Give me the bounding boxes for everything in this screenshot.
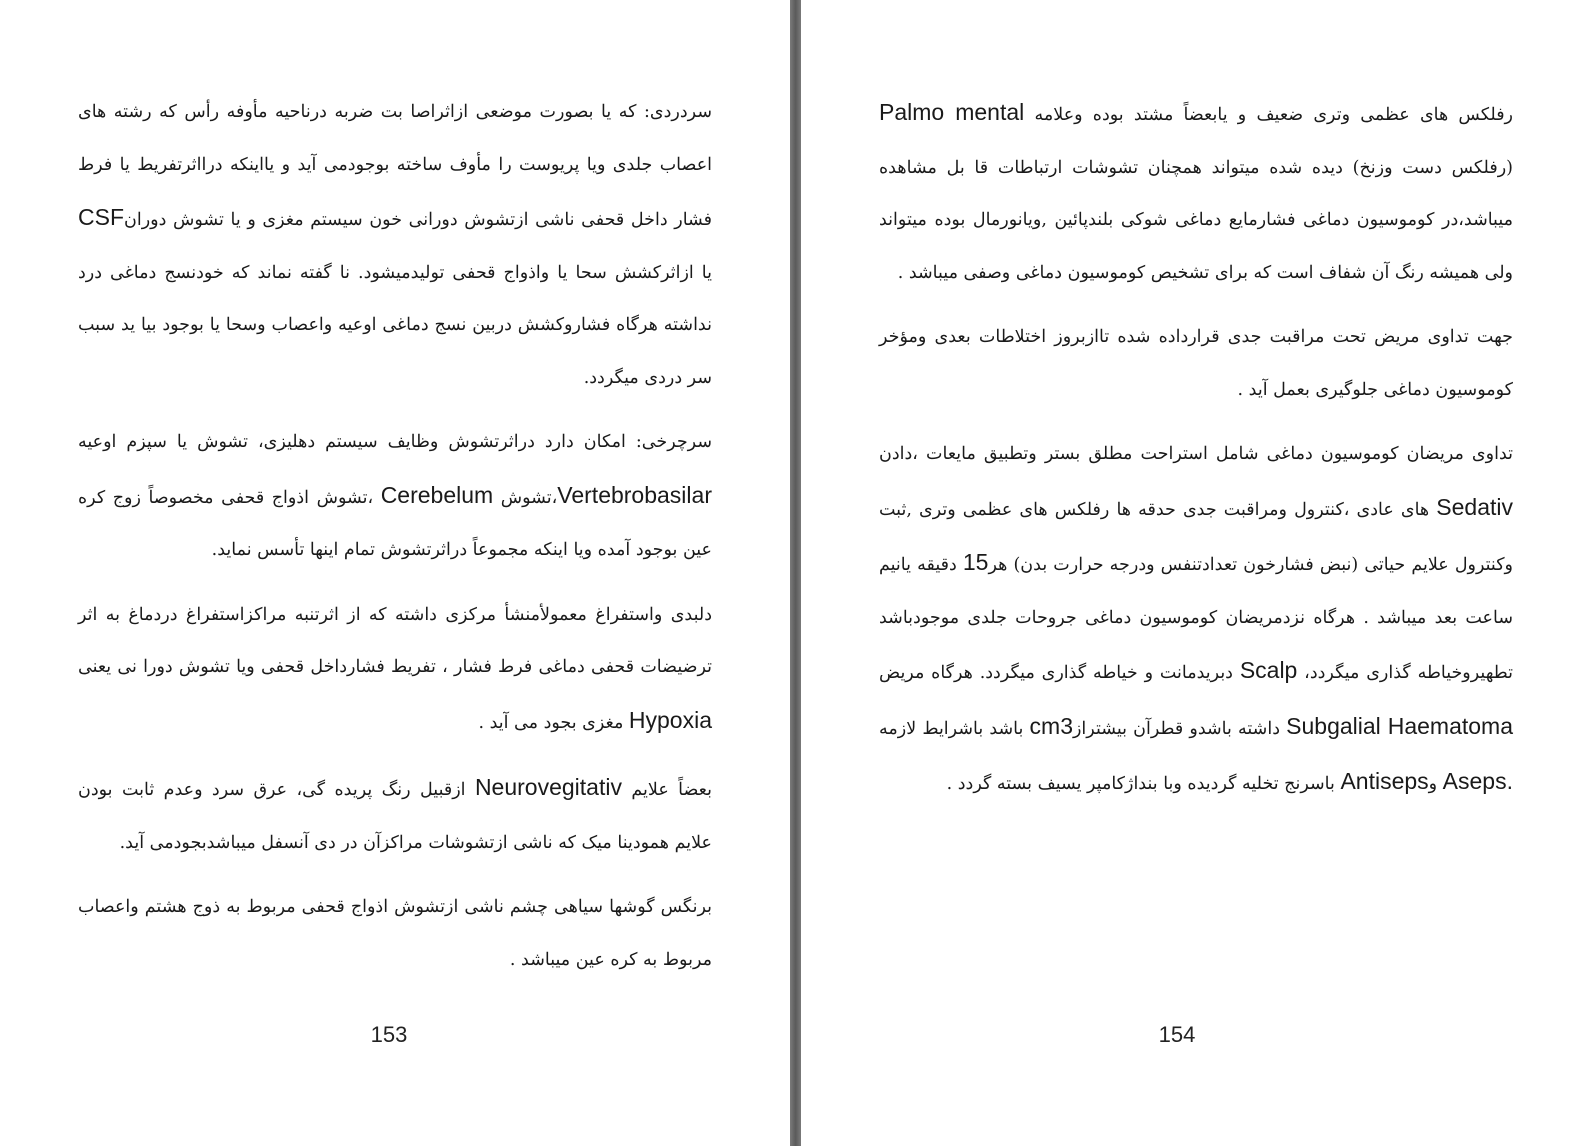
- right-page-text: [879, 86, 1513, 823]
- paragraph-vertigo: سرچرخی: امکان دارد دراثرتشوش وظایف سیستم دهلیزی، تشوش یا سپزم اوعیه Vertebrobasilar،تشوش Cerebelum ،تشوش اذواج قحفی مخصوصاً زوج کره عین بوجود آمده ویا اینکه مجموعاً دراثرتشوش تمام اینها تأسس نماید.: [78, 432, 712, 560]
- right-page: [801, 0, 1585, 1146]
- book-spine: [790, 0, 801, 1146]
- paragraph-reflexes: رفلکس های عظمی وتری ضعیف و یابعضاً مشتد بوده وعلامه Palmo mental (رفلکس دست وزنخ) دیده شده میتواند همچنان تشوشات ارتباطات قا بل مشاهده میباشد،در کوموسیون دماغی فشارمایع دماغی شوکی بلندپائین ,ویانورمال بوده میتواند ولی همیشه رنگ آن شفاف است که برای تشخیص کوموسیون دماغی وصفی میباشد .: [879, 99, 1514, 283]
- left-page: [0, 0, 790, 1146]
- page-number-left: 153: [370, 1022, 408, 1047]
- paragraph-neurovegetative: بعضاً علایم Neurovegitativ ازقبیل رنگ پریده گی، عرق سرد وعدم ثابت بودن علایم همودینا میک که ناشی ازتشوشات مراکزآن در دی آنسفل میباشدبجودمی آید.: [78, 774, 712, 853]
- page-number-right: 154: [1158, 1022, 1196, 1047]
- left-page-text: [78, 86, 712, 998]
- paragraph-bruising: برنگس گوشها سیاهی چشم ناشی ازتشوش اذواج قحفی مربوط به ذوج هشتم واعصاب مربوط به کره عین میباشد .: [78, 897, 712, 970]
- paragraph-treatment-details: تداوی مریضان کوموسیون دماغی شامل استراحت مطلق بستر وتطبیق مایعات ،دادن Sedativ های عادی ،کنترول ومراقبت جدی حدقه ها رفلکس های عظمی وتری ,ثبت وکنترول علایم حیاتی (نبض فشارخون تعدادتنفس ودرجه حرارت بدن) هر15 دقیقه یانیم ساعت بعد میباشد . هرگاه نزدمریضان کوموسیون دماغی جروحات جلدی موجودباشد تطهیروخیاطه گذاری میگردد، Scalp دبریدمانت و خیاطه گذاری میگردد. هرگاه مریض Subgalial Haematoma داشته باشدو قطرآن بیشترازcm3 باشد باشرایط لازمه .Aseps وAntiseps باسرنج تخلیه گردیده وبا بنداژکامپر یسیف بسته گردد .: [879, 444, 1514, 794]
- paragraph-treatment-goal: جهت تداوی مریض تحت مراقبت جدی قرارداده شده تاازبروز اختلاطات بعدی ومؤخر کوموسیون دماغی جلوگیری بعمل آید .: [879, 327, 1513, 400]
- paragraph-headache: سردردی: که یا بصورت موضعی ازاثراصا بت ضربه درناحیه مأوفه رأس که رشته های اعصاب جلدی ویا پریوست را مأوف ساخته بوجودمی آید و یااینکه درااثرتفریط یا فرط فشار داخل قحفی ناشی ازتشوش دورانی خون سیستم مغزی و یا تشوش دورانCSF یا ازاثرکشش سحا یا واذواج قحفی تولیدمیشود. نا گفته نماند که خودنسج دماغی درد نداشته هرگاه فشاروکشش دربین نسج دماغی اوعیه واعصاب وسحا یا بوجود بیا ید سبب سر دردی میگردد.: [78, 102, 712, 388]
- paragraph-nausea: دلبدی واستفراغ معمولأمنشأ مرکزی داشته که از اثرتنبه مراکزاستفراغ دردماغ به اثر ترضیضات قحفی دماغی فرط فشار ، تفریط فشارداخل قحفی ویا تشوش دورا نی یعنی Hypoxia مغزی بجود می آید .: [78, 604, 712, 733]
